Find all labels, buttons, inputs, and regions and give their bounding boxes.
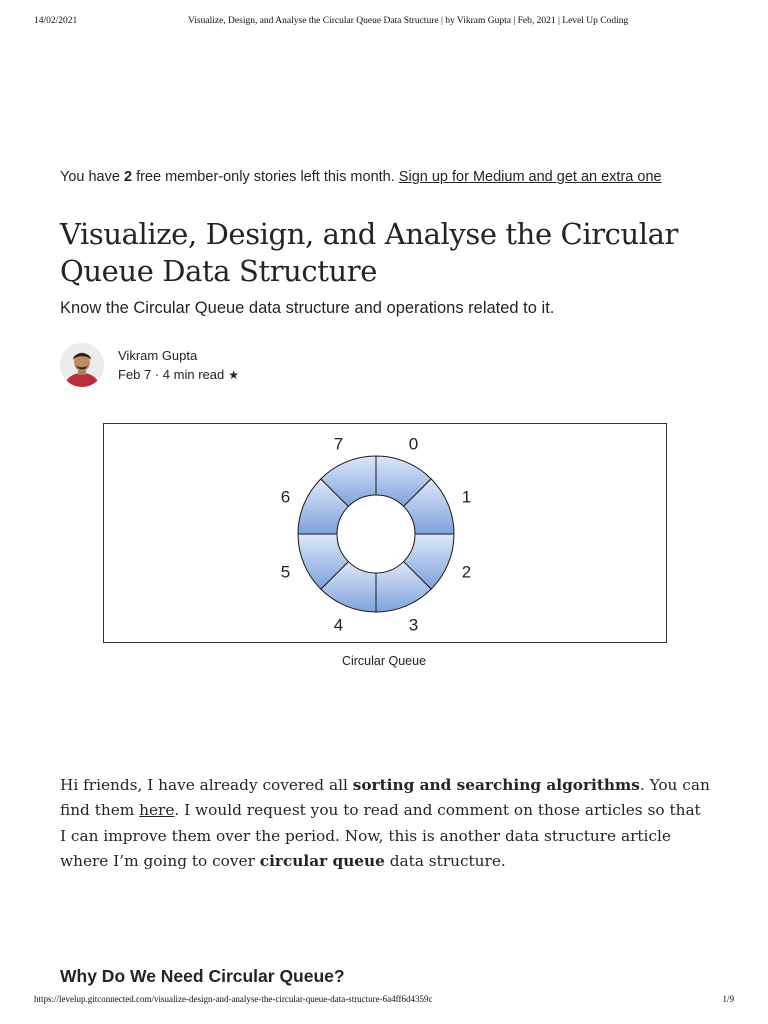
slot-label-0: 0	[408, 434, 419, 454]
intro-bold-sorting: sorting and searching algorithms	[352, 776, 640, 794]
print-footer	[0, 994, 768, 1008]
author-portrait-icon	[60, 343, 104, 387]
slot-label-6: 6	[280, 487, 291, 507]
print-date: 14/02/2021	[34, 16, 78, 26]
signup-link[interactable]: Sign up for Medium and get an extra one	[398, 169, 662, 185]
article-subtitle: Know the Circular Queue data structure and operations related to it.	[60, 299, 555, 317]
print-url: https://levelup.gitconnected.com/visualize-design-and-analyse-the-circular-queue-data-structure-6a4ff6d4359c	[34, 994, 433, 1004]
circular-queue-figure	[103, 423, 667, 643]
slot-label-3: 3	[408, 615, 419, 635]
intro-text-4: data structure.	[384, 851, 506, 870]
intro-bold-circular-queue: circular queue	[259, 851, 385, 870]
notice-prefix: You have	[60, 169, 124, 185]
member-stories-notice	[60, 169, 720, 185]
circular-queue-diagram	[104, 424, 668, 644]
print-page-number: 1/9	[722, 994, 734, 1004]
notice-suffix: free member-only stories left this month.	[132, 169, 399, 185]
slot-label-7: 7	[333, 434, 344, 454]
section-heading: Why Do We Need Circular Queue?	[60, 966, 345, 986]
ring-segments	[298, 456, 454, 612]
here-link[interactable]: here	[139, 801, 175, 820]
slot-label-4: 4	[333, 615, 344, 635]
post-date-readtime: Feb 7 · 4 min read	[118, 367, 225, 382]
intro-text-1: Hi friends, I have already covered all	[60, 776, 353, 794]
post-meta	[118, 367, 239, 382]
slot-label-5: 5	[280, 562, 291, 582]
author-byline	[60, 343, 360, 389]
star-icon: ★	[228, 368, 239, 382]
print-document-title: Visualize, Design, and Analyse the Circular Queue Data Structure | by Vikram Gupta | Feb, 2021 | Level Up Coding	[188, 16, 629, 26]
avatar[interactable]	[60, 343, 104, 387]
print-header	[0, 16, 768, 32]
intro-text-3: . I would request you to read and comment on those articles so that I can improve them over the period. Now, this is another data structure article where I’m going to cover	[60, 801, 701, 870]
stories-left-count: 2	[123, 169, 133, 185]
author-name[interactable]: Vikram Gupta	[118, 348, 198, 363]
figure-caption: Circular Queue	[341, 654, 427, 668]
intro-paragraph	[60, 773, 710, 874]
article-title: Visualize, Design, and Analyse the Circular Queue Data Structure	[60, 217, 678, 288]
slot-label-1: 1	[461, 487, 472, 507]
slot-label-2: 2	[461, 562, 472, 582]
intro-text-2: . You can find them	[60, 776, 710, 820]
